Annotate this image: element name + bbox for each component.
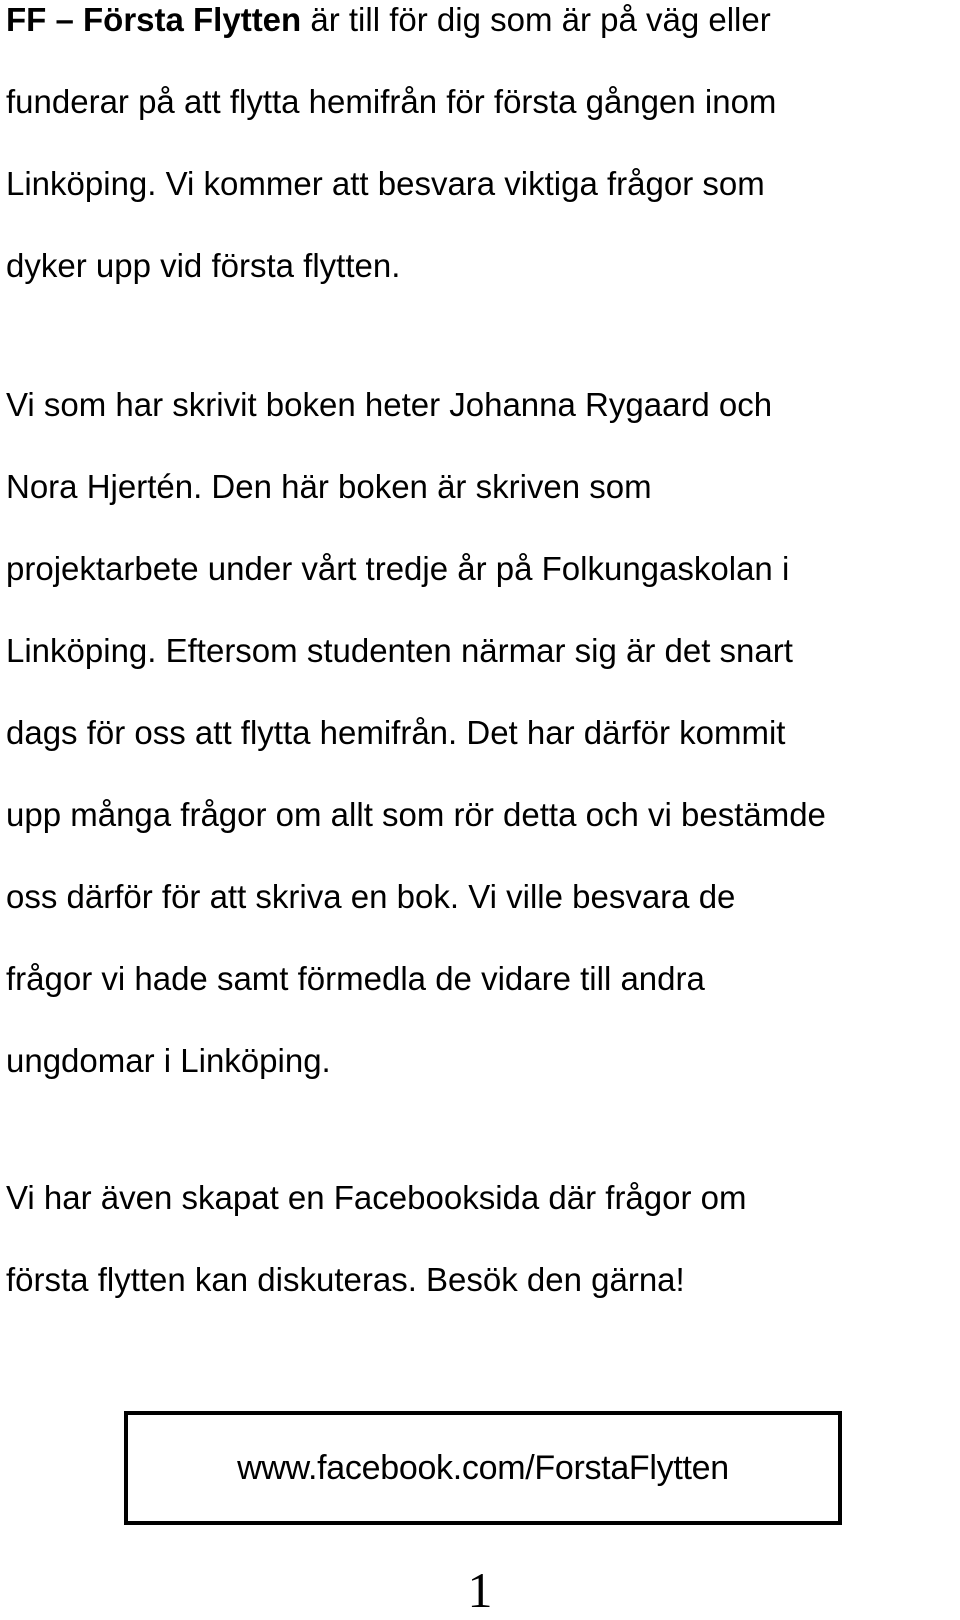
intro-line-4: dyker upp vid första flytten. [6, 247, 401, 284]
facebook-line-2: första flytten kan diskuteras. Besök den gärna! [6, 1261, 685, 1298]
authors-line-5: dags för oss att flytta hemifrån. Det har därför kommit [6, 714, 786, 751]
authors-line-6: upp många frågor om allt som rör detta och vi bestämde [6, 796, 826, 833]
intro-line-1 [6, 0, 956, 61]
intro-line-1-rest: är till för dig som är på väg eller [301, 1, 771, 38]
facebook-link-box [124, 1411, 842, 1525]
authors-paragraph [6, 364, 956, 1102]
facebook-paragraph [6, 1157, 956, 1321]
authors-line-7: oss därför för att skriva en bok. Vi ville besvara de [6, 878, 736, 915]
authors-line-8: frågor vi hade samt förmedla de vidare till andra [6, 960, 705, 997]
brand-name: FF – Första Flytten [6, 1, 302, 38]
authors-line-3: projektarbete under vårt tredje år på Folkungaskolan i [6, 550, 790, 587]
facebook-line-1: Vi har även skapat en Facebooksida där frågor om [6, 1179, 747, 1216]
intro-line-3: Linköping. Vi kommer att besvara viktiga frågor som [6, 165, 765, 202]
intro-line-2: funderar på att flytta hemifrån för första gången inom [6, 83, 777, 120]
intro-paragraph [6, 0, 956, 307]
authors-line-4: Linköping. Eftersom studenten närmar sig är det snart [6, 632, 793, 669]
authors-line-9: ungdomar i Linköping. [6, 1042, 331, 1079]
facebook-link[interactable]: www.facebook.com/ForstaFlytten [237, 1449, 729, 1487]
authors-line-1: Vi som har skrivit boken heter Johanna Rygaard och [6, 386, 773, 423]
authors-line-2: Nora Hjertén. Den här boken är skriven som [6, 468, 652, 505]
page-number: 1 [467, 1562, 493, 1618]
